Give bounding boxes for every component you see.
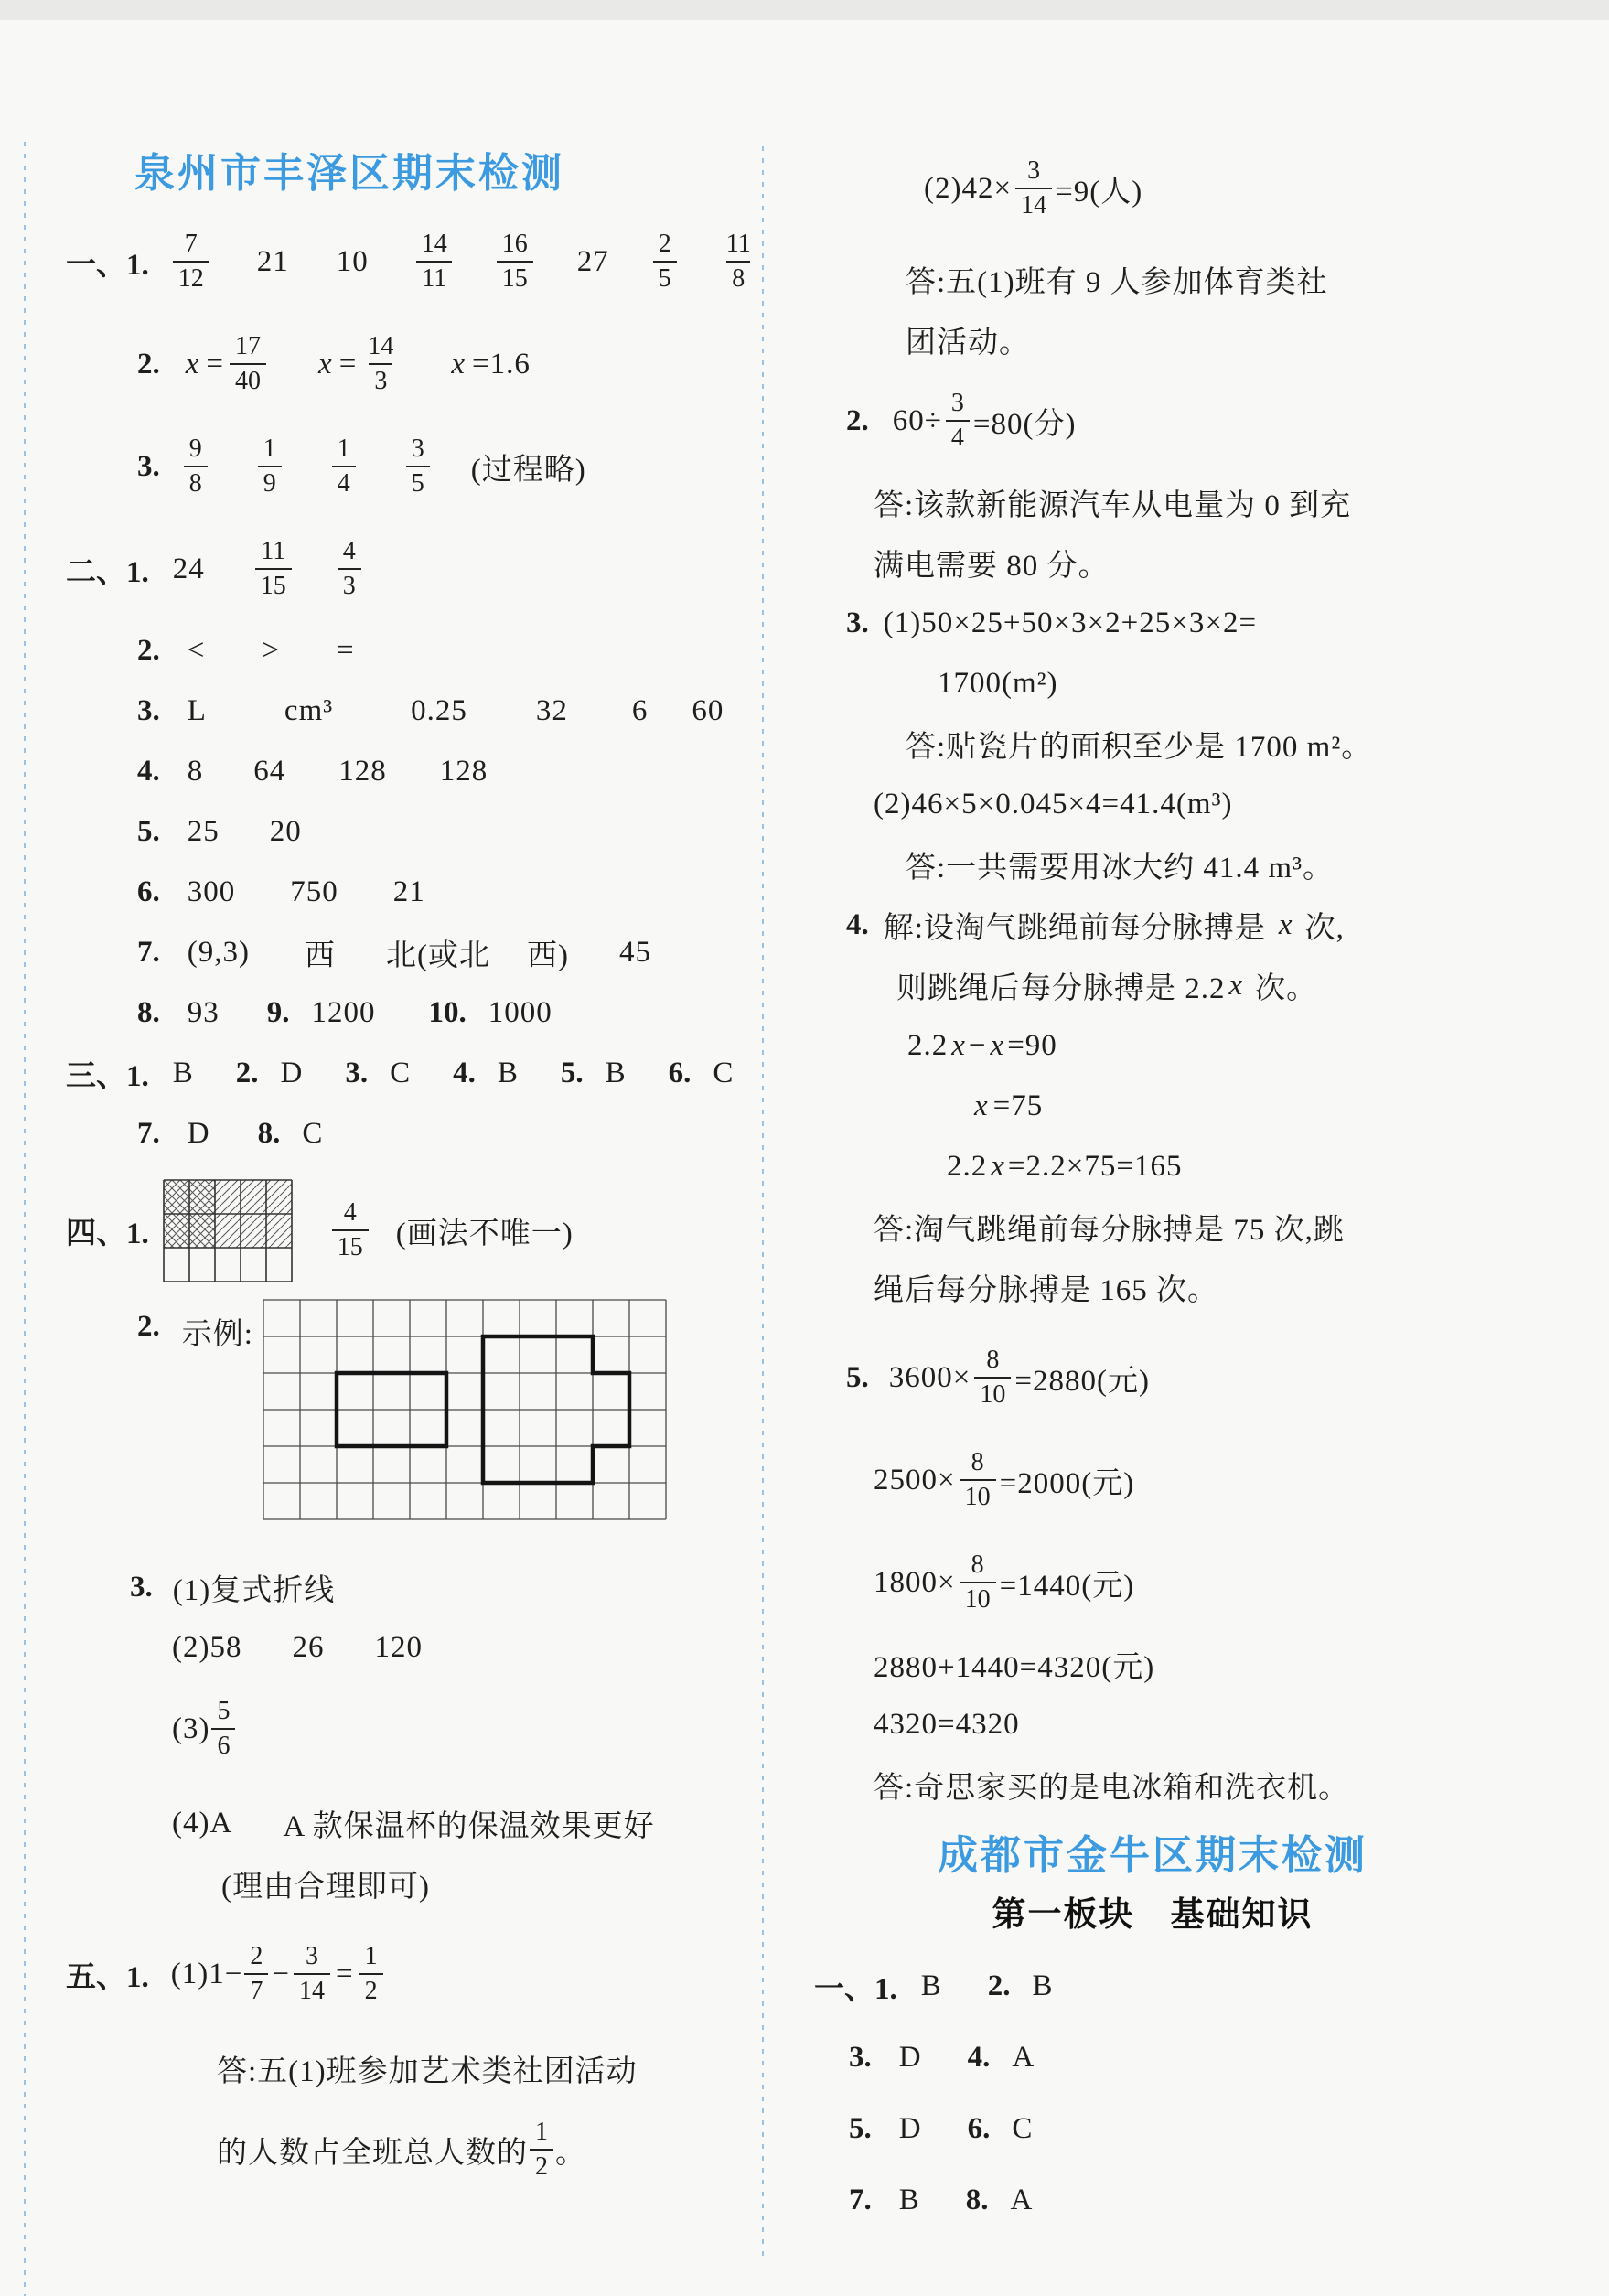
fraction-denominator: 8 xyxy=(184,466,208,499)
fraction-denominator: 14 xyxy=(294,1973,330,2006)
answer-text: 21 xyxy=(392,874,425,908)
fraction xyxy=(359,1942,383,2006)
item-label: 10. xyxy=(428,995,467,1029)
fraction xyxy=(332,1198,369,1262)
answer-line xyxy=(849,2098,1546,2159)
fraction-denominator: 3 xyxy=(338,568,361,601)
item-label: 4. xyxy=(846,907,869,941)
answer-text: (过程略) xyxy=(470,453,586,487)
answer-line xyxy=(906,309,1546,370)
answer-text: 满电需要 80 分。 xyxy=(874,549,1110,583)
math-variable: x xyxy=(991,1149,1004,1183)
item-label: 5. xyxy=(849,2111,872,2145)
answer-line xyxy=(874,1429,1546,1531)
answer-line xyxy=(137,681,747,741)
answer-text: B xyxy=(172,1056,194,1089)
answer-text: 的人数占全班总人数的 xyxy=(217,2136,528,2170)
answer-line xyxy=(814,1956,1546,2016)
answer-text: 2500× xyxy=(874,1463,956,1497)
item-label: 3. xyxy=(137,693,160,727)
answer-text: 。 xyxy=(555,2136,586,2170)
answer-line xyxy=(137,982,747,1043)
answer-text: =80(分) xyxy=(972,407,1077,441)
answer-text: = xyxy=(335,1957,354,1990)
answer-line xyxy=(217,2038,747,2098)
answer-line xyxy=(66,1164,747,1297)
fraction-denominator: 10 xyxy=(960,1479,996,1512)
answer-text: 西) xyxy=(526,939,569,972)
fraction-denominator: 4 xyxy=(332,466,356,499)
math-variable: x xyxy=(974,1089,988,1122)
item-label: 4. xyxy=(967,2040,991,2074)
answer-text: 4320=4320 xyxy=(874,1707,1020,1741)
answer-line xyxy=(221,1853,747,1914)
fraction-numerator: 2 xyxy=(250,1941,263,1970)
item-label: 6. xyxy=(967,2111,991,2145)
item-label: 5. xyxy=(137,814,160,848)
answer-text: A xyxy=(1010,2183,1034,2216)
answer-line xyxy=(846,370,1546,472)
fraction-denominator: 5 xyxy=(406,466,430,499)
fraction-numerator: 3 xyxy=(950,388,964,417)
math-variable: x xyxy=(1228,968,1243,1002)
item-label: 6. xyxy=(668,1056,692,1089)
fraction xyxy=(974,1346,1011,1410)
answer-line xyxy=(849,2027,1546,2087)
answer-text: 2880+1440=4320(元) xyxy=(874,1650,1155,1684)
fraction xyxy=(255,537,292,601)
fraction-denominator: 2 xyxy=(359,1973,383,2006)
answer-text: 3600× xyxy=(888,1360,971,1394)
fraction-numerator: 8 xyxy=(971,1550,984,1579)
item-label: 2. xyxy=(846,403,869,437)
item-label: 7. xyxy=(137,1116,160,1150)
answer-line xyxy=(849,2170,1546,2230)
item-label: 一、1. xyxy=(66,248,149,282)
fraction-denominator: 5 xyxy=(653,261,677,294)
answer-text: B xyxy=(898,2183,920,2216)
fraction-numerator: 14 xyxy=(421,229,447,258)
answer-text: =9(人) xyxy=(1056,175,1143,209)
fraction xyxy=(294,1942,330,2006)
fraction-denominator: 11 xyxy=(416,261,452,294)
answer-text: cm³ xyxy=(284,693,334,727)
answer-line xyxy=(907,1015,1546,1076)
left-answer-lines xyxy=(66,210,751,2201)
math-variable: x xyxy=(318,347,332,381)
item-label: 8. xyxy=(257,1116,281,1150)
item-label: 3. xyxy=(849,2040,872,2074)
fraction xyxy=(211,1697,235,1761)
answer-text: D xyxy=(280,1056,304,1089)
answer-line xyxy=(172,1793,747,1853)
fraction-numerator: 1 xyxy=(364,1941,378,1970)
math-variable: x xyxy=(990,1028,1004,1062)
fraction-numerator: 7 xyxy=(184,229,198,258)
answer-text: 93 xyxy=(187,995,220,1029)
answer-text: 120 xyxy=(374,1630,423,1664)
item-label: 五、1. xyxy=(66,1960,149,1994)
fraction-numerator: 1 xyxy=(535,2117,548,2146)
left-page-border xyxy=(24,142,26,2296)
answer-text: (1)复式折线 xyxy=(172,1573,336,1607)
fraction xyxy=(721,230,756,294)
answer-line xyxy=(938,653,1546,713)
fraction-denominator: 7 xyxy=(244,1973,268,2006)
scan-top-edge xyxy=(0,0,1609,20)
answer-text: 21 xyxy=(256,244,289,278)
answer-text: 32 xyxy=(535,693,568,727)
answer-line xyxy=(846,895,1546,955)
answer-text: 60÷ xyxy=(892,403,942,437)
answer-text: (9,3) xyxy=(187,935,250,969)
item-label: 三、1. xyxy=(66,1059,149,1093)
fraction-denominator: 8 xyxy=(726,261,750,294)
answer-text: 128 xyxy=(439,754,488,788)
fraction-denominator: 15 xyxy=(497,261,533,294)
item-label: 4. xyxy=(453,1056,476,1089)
answer-text: =1440(元) xyxy=(999,1569,1135,1603)
item-label: 一、1. xyxy=(814,1972,897,2006)
answer-text: 答:奇思家买的是电冰箱和洗衣机。 xyxy=(874,1771,1350,1805)
answer-text: 26 xyxy=(292,1630,325,1664)
item-label: 9. xyxy=(266,995,290,1029)
answer-text: B xyxy=(497,1056,519,1089)
right-section-title: 成都市金牛区期末检测 xyxy=(938,1833,1368,1878)
answer-line xyxy=(137,1297,747,1539)
fraction xyxy=(338,537,361,601)
left-section-title: 泉州市丰泽区期末检测 xyxy=(134,151,564,196)
answer-text: − xyxy=(272,1957,290,1990)
answer-text: (2)58 xyxy=(172,1630,242,1664)
answer-text: − xyxy=(968,1028,987,1062)
answer-text: 答:该款新能源汽车从电量为 0 到充 xyxy=(874,488,1352,522)
answer-text: 答:贴瓷片的面积至少是 1700 m²。 xyxy=(906,730,1373,764)
right-column xyxy=(814,137,1546,2230)
left-column xyxy=(66,137,751,2201)
answer-line xyxy=(896,955,1546,1015)
answer-text: 北(或北 xyxy=(385,939,490,972)
item-label: 3. xyxy=(345,1056,369,1089)
answer-line xyxy=(217,2098,747,2201)
answer-text: = xyxy=(338,347,358,381)
answer-text: (3) xyxy=(172,1711,210,1745)
answer-line xyxy=(137,313,747,415)
fraction xyxy=(946,389,970,453)
answer-text: 24 xyxy=(172,552,205,585)
answer-line xyxy=(874,1634,1546,1694)
answer-text: L xyxy=(187,693,207,727)
answer-text: 解:设淘气跳绳前每分脉搏是 xyxy=(883,911,1266,945)
item-label: 2. xyxy=(137,347,160,381)
fraction-numerator: 4 xyxy=(343,1197,357,1227)
answer-text: 1700(m²) xyxy=(938,666,1058,700)
fraction xyxy=(960,1448,996,1512)
item-label: 二、1. xyxy=(66,555,149,589)
answer-text: (2)46×5×0.045×4=41.4(m³) xyxy=(874,787,1233,821)
fraction-numerator: 1 xyxy=(263,434,276,463)
answer-text: (1)50×25+50×3×2+25×3×2= xyxy=(883,606,1258,639)
item-label: 3. xyxy=(130,1570,153,1604)
item-label: 5. xyxy=(560,1056,584,1089)
answer-text: (2)42× xyxy=(924,171,1013,205)
fraction-numerator: 4 xyxy=(342,536,356,565)
answer-text: = xyxy=(337,633,355,667)
hatched-fraction-grid xyxy=(162,1178,294,1283)
answer-line xyxy=(66,210,751,313)
fraction xyxy=(653,230,677,294)
item-label: 5. xyxy=(846,1360,869,1394)
column-divider xyxy=(762,146,764,2259)
fraction-denominator: 14 xyxy=(1015,188,1052,220)
answer-text: C xyxy=(390,1056,412,1089)
fraction-numerator: 3 xyxy=(411,434,424,463)
math-variable: x xyxy=(1278,907,1293,941)
answer-text: =2.2×75=165 xyxy=(1007,1149,1183,1183)
item-label: 2. xyxy=(235,1056,259,1089)
item-label: 4. xyxy=(137,754,160,788)
answer-text: A 款保温杯的保温效果更好 xyxy=(283,1809,655,1843)
math-variable: x xyxy=(185,347,199,381)
fraction-numerator: 8 xyxy=(986,1345,1000,1374)
example-shapes-grid xyxy=(261,1297,669,1522)
answer-text: < xyxy=(187,633,206,667)
fraction-denominator: 6 xyxy=(211,1728,235,1761)
fraction-denominator: 10 xyxy=(960,1582,996,1615)
answer-line xyxy=(66,1923,747,2025)
answer-text: B xyxy=(1032,1969,1054,2002)
answer-text: 750 xyxy=(290,874,338,908)
answer-text: 次。 xyxy=(1255,971,1318,1005)
fraction-denominator: 2 xyxy=(530,2149,553,2182)
item-label: 2. xyxy=(137,1310,160,1343)
fraction xyxy=(960,1550,996,1615)
answer-line xyxy=(874,1257,1546,1317)
answer-text: 128 xyxy=(338,754,387,788)
answer-line xyxy=(172,1617,747,1678)
answer-text: (1)1− xyxy=(170,1957,243,1990)
answer-text: 答:五(1)班参加艺术类社团活动 xyxy=(217,2055,638,2088)
answer-line xyxy=(874,1531,1546,1634)
fraction-numerator: 11 xyxy=(725,229,751,258)
answer-text: C xyxy=(1012,2111,1034,2145)
answer-text: 64 xyxy=(253,754,286,788)
answer-line xyxy=(137,922,747,982)
fraction-numerator: 16 xyxy=(501,229,528,258)
fraction-denominator: 4 xyxy=(946,420,970,453)
answer-line xyxy=(137,620,747,681)
answer-text: B xyxy=(605,1056,627,1089)
answer-text: 答:一共需要用冰大约 41.4 m³。 xyxy=(906,851,1334,885)
item-label: 7. xyxy=(849,2183,872,2216)
answer-line xyxy=(846,1326,1546,1429)
answer-line xyxy=(874,1754,1546,1815)
answer-text: = xyxy=(206,347,225,381)
fraction-denominator: 12 xyxy=(173,261,209,294)
answer-line xyxy=(137,415,747,518)
fraction-numerator: 3 xyxy=(1027,156,1041,185)
answer-line xyxy=(947,1136,1546,1196)
fraction-numerator: 9 xyxy=(188,434,202,463)
answer-text: (画法不唯一) xyxy=(395,1217,574,1250)
answer-line xyxy=(137,741,747,801)
answer-text: 2.2 xyxy=(907,1028,949,1062)
answer-text: 1800× xyxy=(874,1565,956,1599)
item-label: 8. xyxy=(137,995,160,1029)
answer-line xyxy=(130,1557,747,1617)
fraction-denominator: 10 xyxy=(974,1377,1011,1410)
answer-text: 答:淘气跳绳前每分脉搏是 75 次,跳 xyxy=(874,1213,1345,1247)
answer-line xyxy=(846,593,1546,653)
answer-text: (理由合理即可) xyxy=(221,1870,430,1904)
fraction xyxy=(497,230,533,294)
answer-text: 次, xyxy=(1304,911,1345,945)
fraction-numerator: 5 xyxy=(217,1696,231,1725)
answer-text: D xyxy=(898,2040,922,2074)
fraction xyxy=(332,435,356,499)
item-label: 2. xyxy=(987,1969,1011,2002)
answer-text: 2.2 xyxy=(947,1149,988,1183)
fraction xyxy=(362,332,399,396)
answer-text: 10 xyxy=(336,244,369,278)
answer-text: 45 xyxy=(618,935,651,969)
answer-line xyxy=(66,1043,747,1103)
right-answer-lines-top xyxy=(814,137,1546,1815)
fraction xyxy=(173,230,209,294)
answer-text: 20 xyxy=(269,814,302,848)
answer-line xyxy=(874,532,1546,593)
item-label: 8. xyxy=(965,2183,989,2216)
answer-text: =2000(元) xyxy=(999,1466,1135,1500)
math-variable: x xyxy=(451,347,465,381)
answer-text: 0.25 xyxy=(411,693,467,727)
answer-line xyxy=(906,834,1546,895)
answer-text: B xyxy=(920,1969,942,2002)
item-label: 3. xyxy=(846,606,869,639)
answer-line xyxy=(874,1694,1546,1754)
fraction-numerator: 11 xyxy=(261,536,286,565)
fraction xyxy=(406,435,430,499)
answer-line xyxy=(137,801,747,862)
item-label: 3. xyxy=(137,449,160,483)
fraction xyxy=(244,1942,268,2006)
answer-text: 25 xyxy=(187,814,220,848)
answer-text: (4)A xyxy=(172,1806,233,1840)
answer-text: =75 xyxy=(992,1089,1044,1122)
item-label: 7. xyxy=(137,935,160,969)
fraction-denominator: 3 xyxy=(369,363,392,396)
fraction xyxy=(530,2118,553,2182)
answer-line xyxy=(137,1103,747,1164)
fraction-denominator: 9 xyxy=(258,466,282,499)
right-section-subtitle: 第一板块 基础知识 xyxy=(992,1896,1314,1934)
answer-text: 60 xyxy=(692,693,724,727)
answer-text: 团活动。 xyxy=(906,326,1030,359)
item-label: 6. xyxy=(137,874,160,908)
right-answer-lines-bottom xyxy=(814,1956,1546,2230)
answer-text: > xyxy=(262,633,280,667)
answer-text: =90 xyxy=(1007,1028,1057,1062)
fraction-denominator: 15 xyxy=(255,568,292,601)
answer-line xyxy=(906,249,1546,309)
answer-line xyxy=(137,862,747,922)
answer-text: C xyxy=(713,1056,735,1089)
answer-text: D xyxy=(898,2111,922,2145)
fraction-numerator: 3 xyxy=(305,1941,318,1970)
answer-line xyxy=(906,713,1546,774)
answer-text: 300 xyxy=(187,874,236,908)
fraction xyxy=(184,435,208,499)
answer-line xyxy=(874,774,1546,834)
answer-text: 1200 xyxy=(311,995,376,1029)
item-label: 四、1. xyxy=(66,1217,149,1250)
fraction xyxy=(1015,156,1052,220)
answer-text: 绳后每分脉搏是 165 次。 xyxy=(874,1273,1218,1307)
answer-text: 1000 xyxy=(488,995,552,1029)
fraction xyxy=(230,332,266,396)
answer-text: 则跳绳后每分脉搏是 2.2 xyxy=(896,971,1226,1005)
fraction-denominator: 15 xyxy=(332,1229,369,1262)
answer-line xyxy=(874,1196,1546,1257)
answer-line xyxy=(66,518,747,620)
fraction-denominator: 40 xyxy=(230,363,266,396)
answer-text: 27 xyxy=(576,244,609,278)
answer-text: =2880(元) xyxy=(1014,1364,1150,1398)
answer-text: D xyxy=(187,1116,210,1150)
answer-text: 西 xyxy=(304,939,336,972)
fraction-numerator: 2 xyxy=(658,229,671,258)
fraction xyxy=(416,230,453,294)
fraction-numerator: 14 xyxy=(368,331,394,360)
answer-text: =1.6 xyxy=(471,347,531,381)
fraction-numerator: 8 xyxy=(971,1447,984,1476)
answer-line xyxy=(172,1678,747,1780)
answer-text: 示例: xyxy=(181,1318,253,1351)
answer-text: 6 xyxy=(631,693,649,727)
fraction xyxy=(258,435,282,499)
answer-text: A xyxy=(1012,2040,1035,2074)
answer-text: 8 xyxy=(187,754,204,788)
answer-line xyxy=(924,137,1546,240)
fraction-numerator: 1 xyxy=(337,434,350,463)
answer-line xyxy=(874,472,1546,532)
answer-line xyxy=(972,1076,1546,1136)
math-variable: x xyxy=(951,1028,965,1062)
fraction-numerator: 17 xyxy=(235,331,262,360)
item-label: 2. xyxy=(137,633,160,667)
answer-text: 答:五(1)班有 9 人参加体育类社 xyxy=(906,265,1328,299)
answer-text: C xyxy=(302,1116,324,1150)
